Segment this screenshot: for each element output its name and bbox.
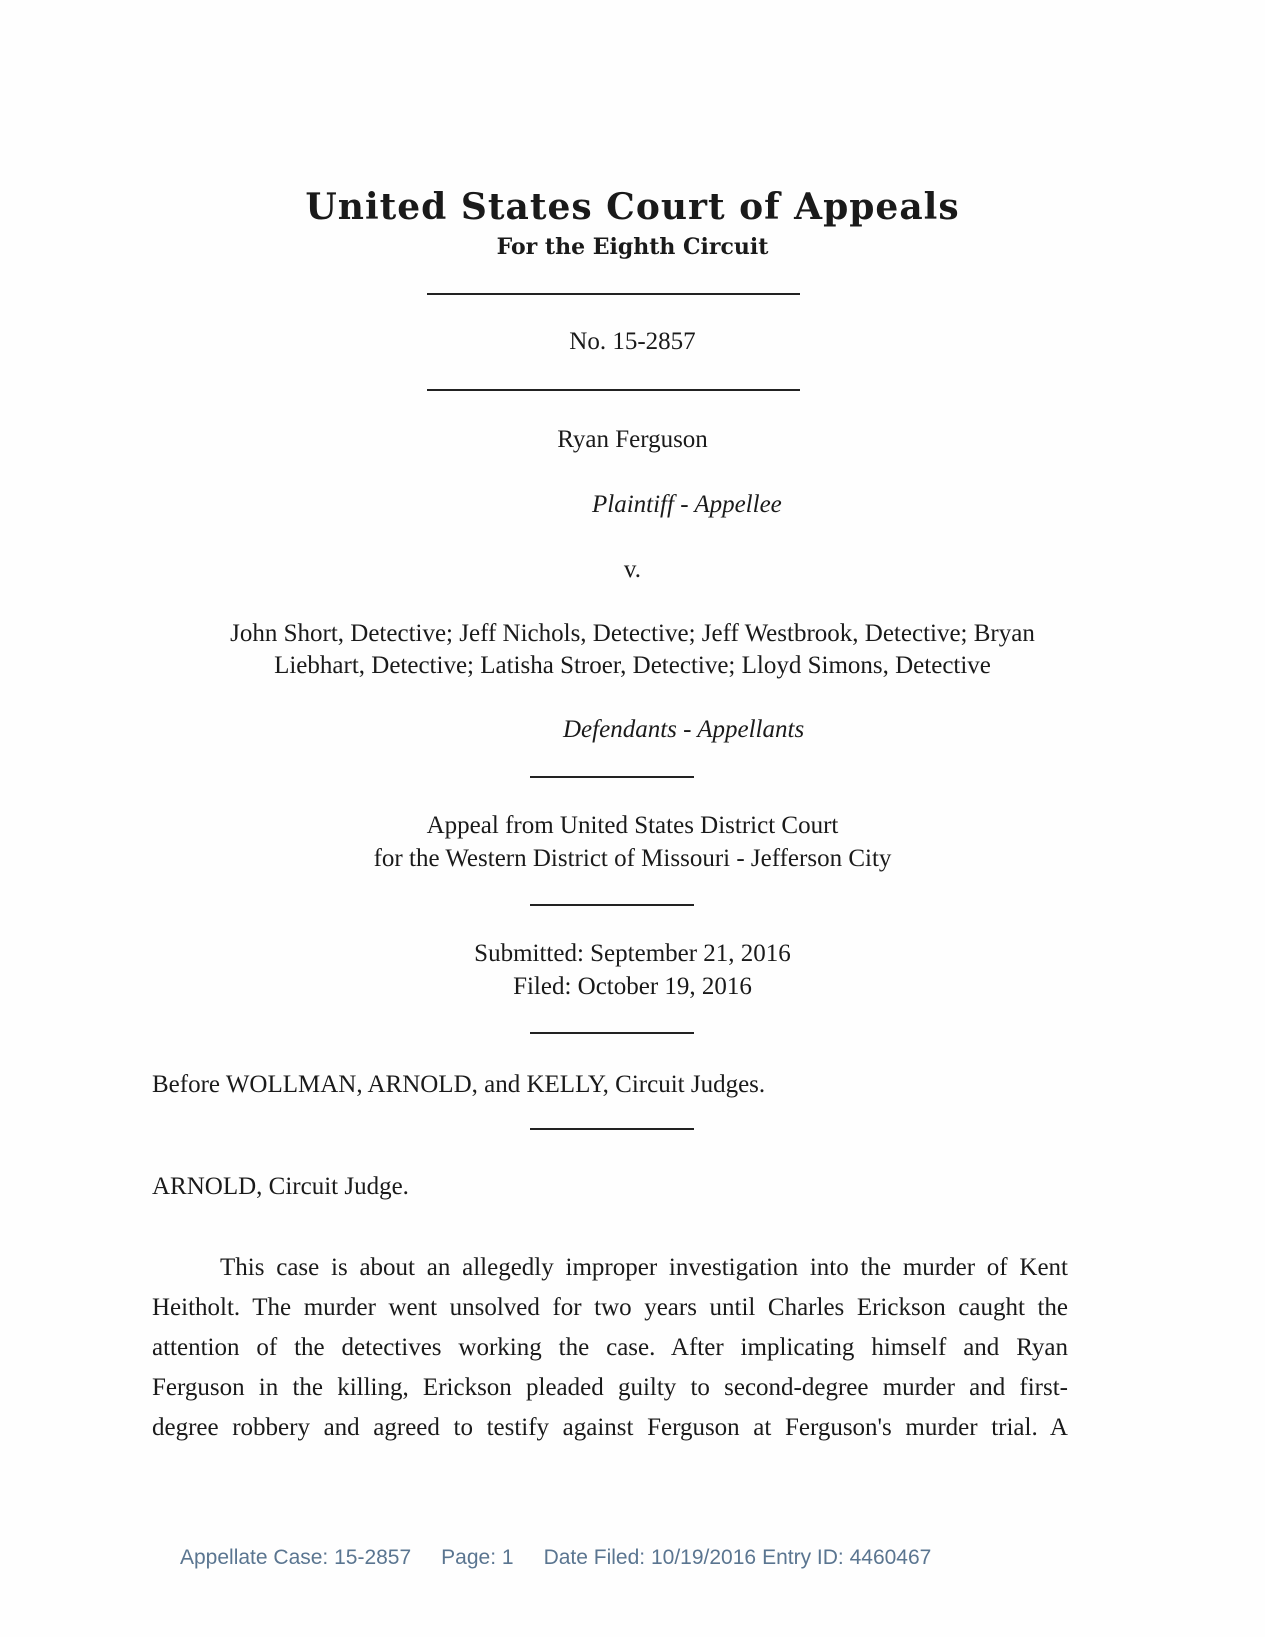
panel-judges: Before WOLLMAN, ARNOLD, and KELLY, Circuit Judges. <box>152 1071 766 1098</box>
body-line: Heitholt. The murder went unsolved for two years until Charles Erickson caught the <box>152 1294 1068 1321</box>
divider <box>530 776 694 778</box>
divider <box>530 1128 694 1130</box>
body-line: Ferguson in the killing, Erickson pleaded guilty to second-degree murder and first- <box>152 1374 1068 1401</box>
body-line: This case is about an allegedly improper investigation into the murder of Kent <box>220 1254 1068 1281</box>
footer-entry-id: Entry ID: 4460467 <box>762 1546 932 1569</box>
footer-date-filed: Date Filed: 10/19/2016 <box>543 1546 757 1569</box>
defendants-line-2: Liebhart, Detective; Latisha Stroer, Detective; Lloyd Simons, Detective <box>274 652 991 679</box>
plaintiff-name: Ryan Ferguson <box>557 426 708 453</box>
circuit-subtitle: For the Eighth Circuit <box>496 234 769 260</box>
footer-page: Page: 1 <box>441 1546 514 1569</box>
footer-case: Appellate Case: 15-2857 <box>180 1546 412 1569</box>
court-title: United States Court of Appeals <box>305 186 960 228</box>
divider <box>427 293 800 295</box>
divider <box>427 389 800 391</box>
submitted-date: Submitted: September 21, 2016 <box>474 940 791 967</box>
appeal-line-1: Appeal from United States District Court <box>426 812 839 839</box>
versus: v. <box>623 556 642 583</box>
opinion-author: ARNOLD, Circuit Judge. <box>152 1173 409 1200</box>
case-number: No. 15-2857 <box>569 328 696 355</box>
filing-footer <box>180 1546 961 1570</box>
filed-date: Filed: October 19, 2016 <box>513 973 752 1000</box>
body-line: attention of the detectives working the case. After implicating himself and Ryan <box>152 1334 1068 1361</box>
defendants-role: Defendants - Appellants <box>563 716 805 743</box>
body-line: degree robbery and agreed to testify against Ferguson at Ferguson's murder trial. A <box>152 1414 1068 1441</box>
plaintiff-role: Plaintiff - Appellee <box>592 491 782 518</box>
divider <box>530 904 694 906</box>
defendants-line-1: John Short, Detective; Jeff Nichols, Detective; Jeff Westbrook, Detective; Bryan <box>230 620 1035 647</box>
appeal-line-2: for the Western District of Missouri - Jefferson City <box>373 845 892 872</box>
divider <box>530 1032 694 1034</box>
